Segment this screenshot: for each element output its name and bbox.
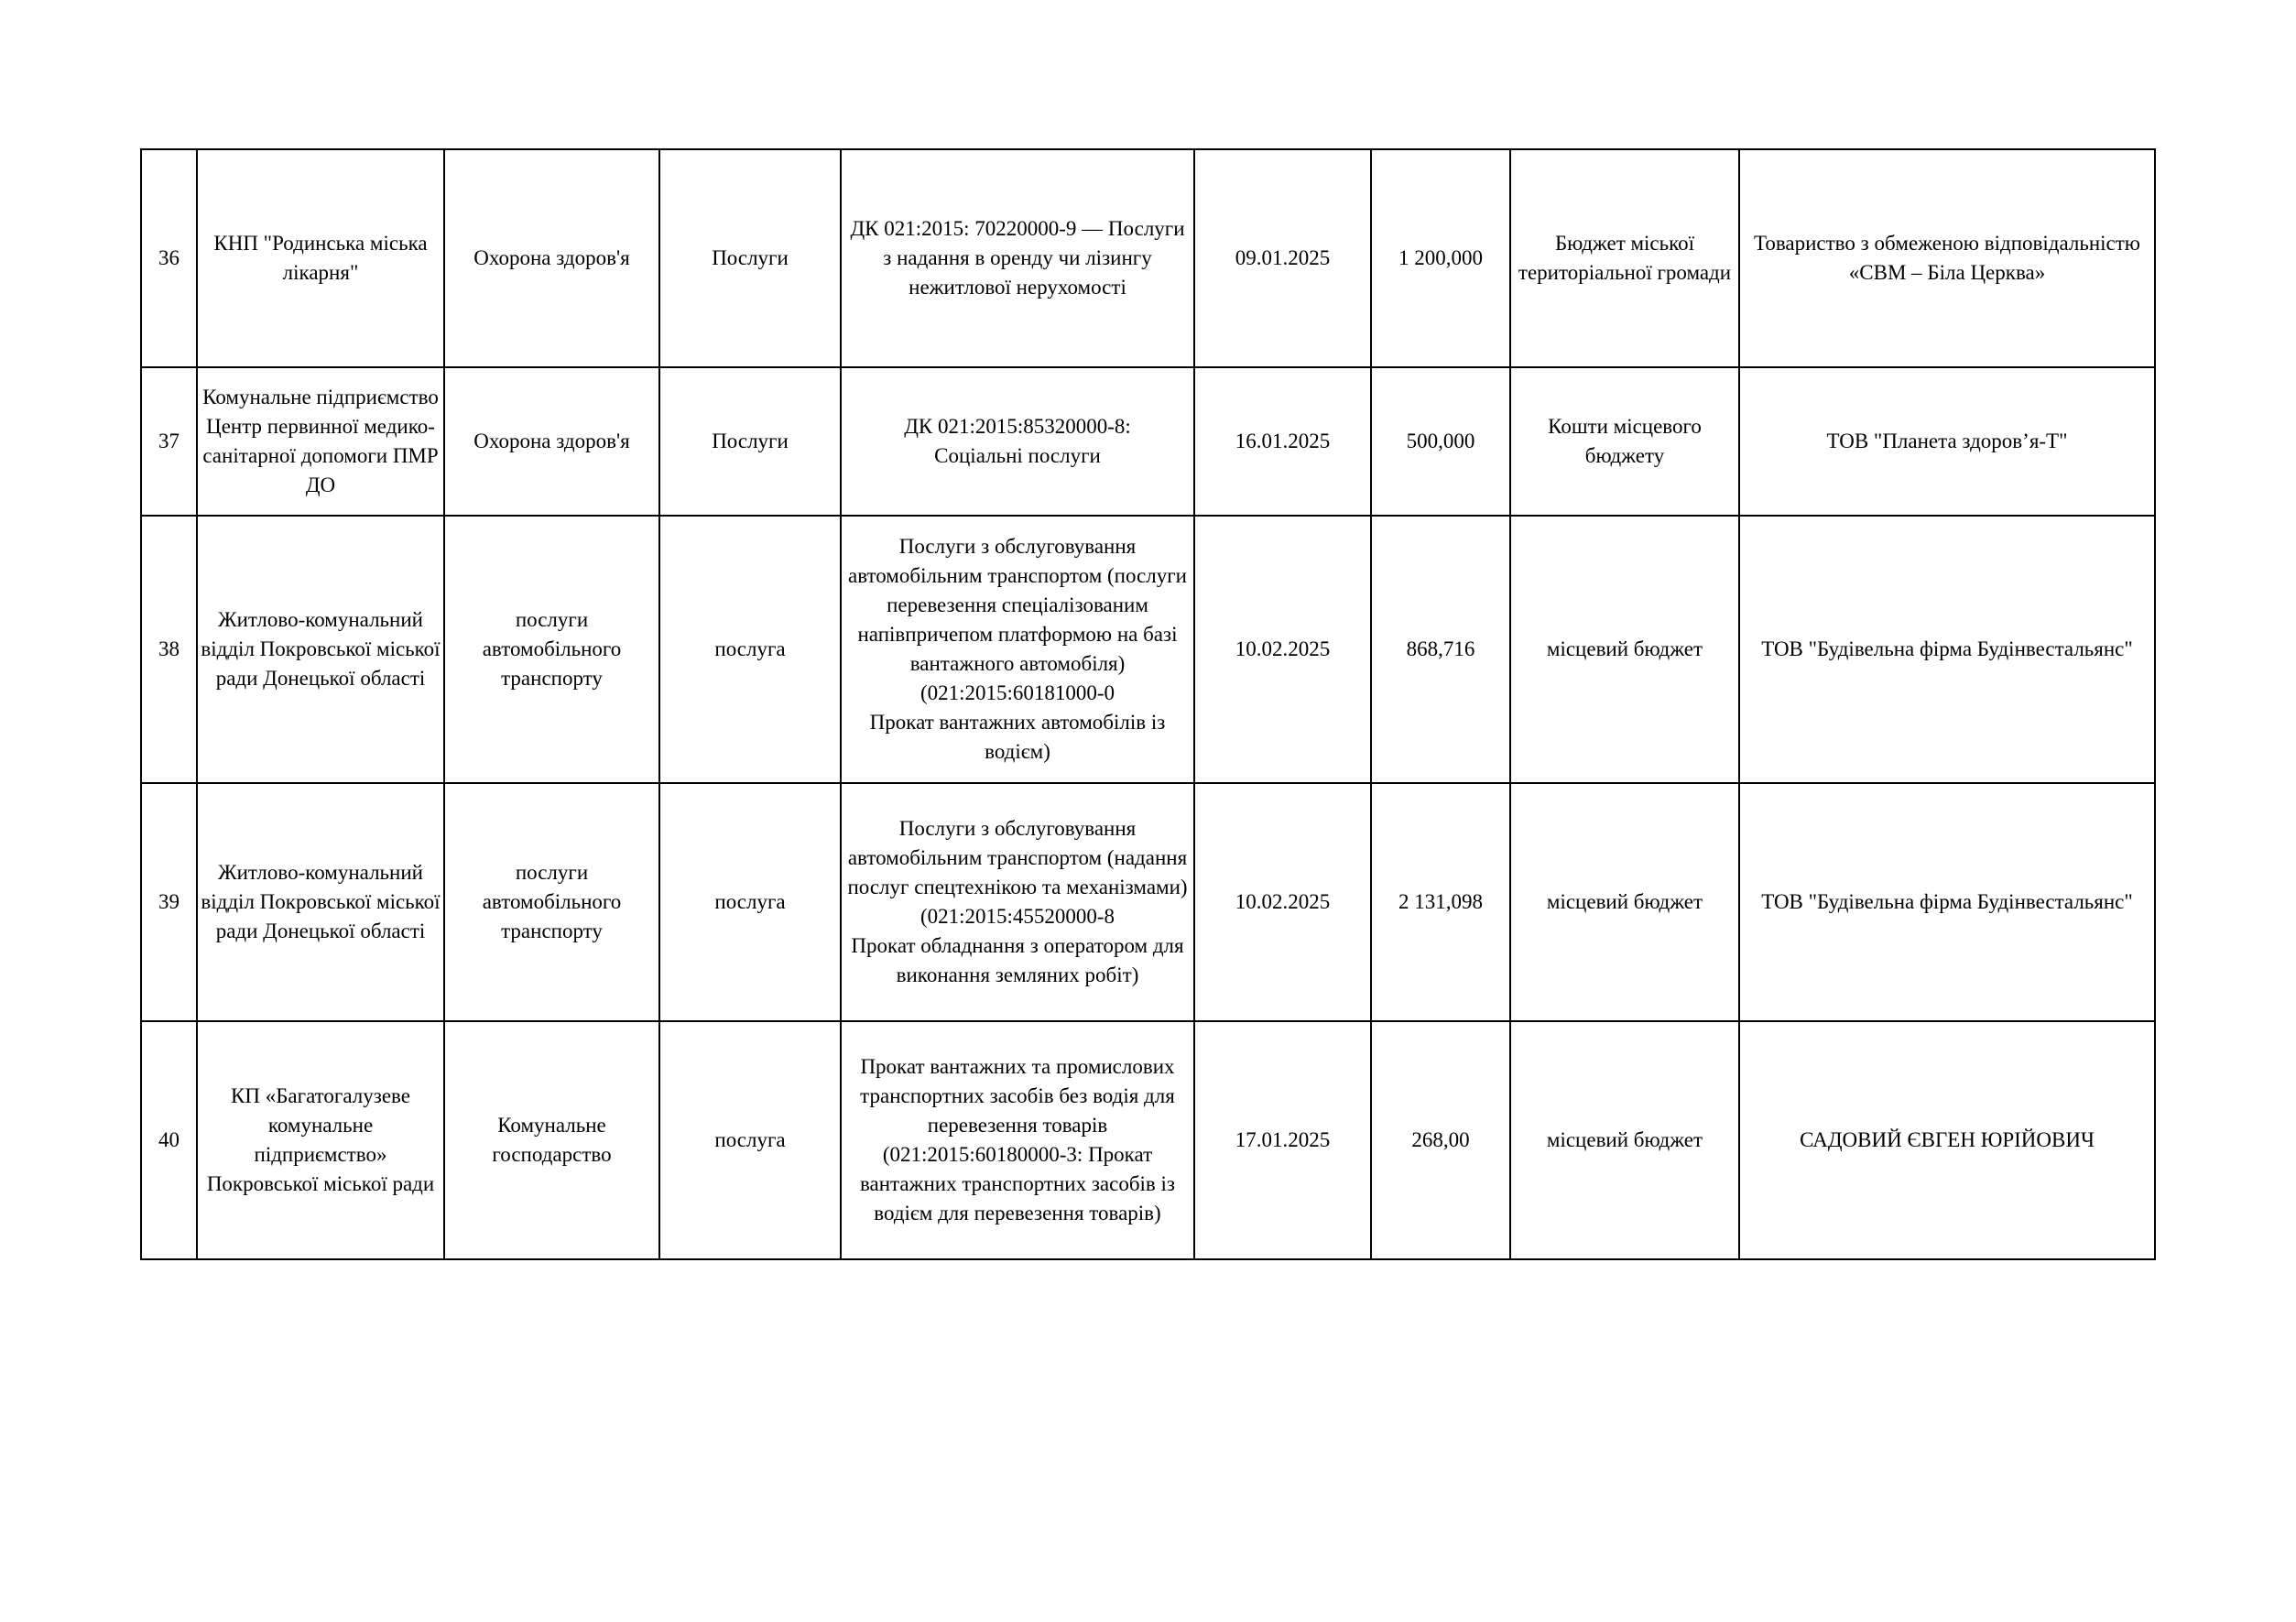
contractor-cell: ТОВ "Будівельна фірма Будінвестальянс" bbox=[1739, 516, 2155, 783]
date-cell: 10.02.2025 bbox=[1194, 516, 1371, 783]
sector-cell: послуги автомобільного транспорту bbox=[444, 783, 659, 1021]
sector-cell: Охорона здоров'я bbox=[444, 367, 659, 516]
customer-cell: Житлово-комунальний відділ Покровської міської ради Донецької області bbox=[197, 516, 444, 783]
funding-cell: Кошти місцевого бюджету bbox=[1510, 367, 1739, 516]
type-cell: Послуги bbox=[659, 149, 841, 367]
type-cell: послуга bbox=[659, 516, 841, 783]
funding-cell: місцевий бюджет bbox=[1510, 516, 1739, 783]
table-row bbox=[141, 516, 2155, 783]
row-number-cell: 39 bbox=[141, 783, 197, 1021]
customer-cell: КП «Багатогалузеве комунальне підприємство» Покровської міської ради bbox=[197, 1021, 444, 1259]
table-row bbox=[141, 367, 2155, 516]
date-cell: 17.01.2025 bbox=[1194, 1021, 1371, 1259]
subject-cell: Послуги з обслуговування автомобільним транспортом (послуги перевезення спеціалізованим напівпричепом платформою на базі вантажного автомобіля) (021:2015:60181000-0 Прокат вантажних автомобілів із водієм) bbox=[841, 516, 1194, 783]
type-cell: послуга bbox=[659, 783, 841, 1021]
procurement-table bbox=[140, 148, 2156, 1260]
type-cell: послуга bbox=[659, 1021, 841, 1259]
subject-cell: Послуги з обслуговування автомобільним транспортом (надання послуг спецтехнікою та механізмами) (021:2015:45520000-8 Прокат обладнання з оператором для виконання земляних робіт) bbox=[841, 783, 1194, 1021]
sector-cell: Комунальне господарство bbox=[444, 1021, 659, 1259]
amount-cell: 868,716 bbox=[1371, 516, 1510, 783]
amount-cell: 268,00 bbox=[1371, 1021, 1510, 1259]
contractor-cell: ТОВ "Будівельна фірма Будінвестальянс" bbox=[1739, 783, 2155, 1021]
subject-cell: Прокат вантажних та промислових транспортних засобів без водія для перевезення товарів (021:2015:60180000-3: Прокат вантажних транспортних засобів із водієм для перевезення товарів) bbox=[841, 1021, 1194, 1259]
funding-cell: Бюджет міської територіальної громади bbox=[1510, 149, 1739, 367]
contractor-cell: ТОВ "Планета здоров’я-Т" bbox=[1739, 367, 2155, 516]
subject-cell: ДК 021:2015: 70220000-9 — Послуги з надання в оренду чи лізингу нежитлової нерухомості bbox=[841, 149, 1194, 367]
amount-cell: 500,000 bbox=[1371, 367, 1510, 516]
type-cell: Послуги bbox=[659, 367, 841, 516]
row-number-cell: 37 bbox=[141, 367, 197, 516]
customer-cell: КНП "Родинська міська лікарня" bbox=[197, 149, 444, 367]
row-number-cell: 36 bbox=[141, 149, 197, 367]
table-row bbox=[141, 149, 2155, 367]
row-number-cell: 40 bbox=[141, 1021, 197, 1259]
customer-cell: Житлово-комунальний відділ Покровської міської ради Донецької області bbox=[197, 783, 444, 1021]
table-row bbox=[141, 1021, 2155, 1259]
sector-cell: послуги автомобільного транспорту bbox=[444, 516, 659, 783]
subject-cell: ДК 021:2015:85320000-8: Соціальні послуги bbox=[841, 367, 1194, 516]
date-cell: 09.01.2025 bbox=[1194, 149, 1371, 367]
table-row bbox=[141, 783, 2155, 1021]
contractor-cell: Товариство з обмеженою відповідальністю «СВМ – Біла Церква» bbox=[1739, 149, 2155, 367]
funding-cell: місцевий бюджет bbox=[1510, 1021, 1739, 1259]
date-cell: 10.02.2025 bbox=[1194, 783, 1371, 1021]
amount-cell: 1 200,000 bbox=[1371, 149, 1510, 367]
row-number-cell: 38 bbox=[141, 516, 197, 783]
date-cell: 16.01.2025 bbox=[1194, 367, 1371, 516]
funding-cell: місцевий бюджет bbox=[1510, 783, 1739, 1021]
sector-cell: Охорона здоров'я bbox=[444, 149, 659, 367]
customer-cell: Комунальне підприємство Центр первинної медико-санітарної допомоги ПМР ДО bbox=[197, 367, 444, 516]
amount-cell: 2 131,098 bbox=[1371, 783, 1510, 1021]
contractor-cell: САДОВИЙ ЄВГЕН ЮРІЙОВИЧ bbox=[1739, 1021, 2155, 1259]
